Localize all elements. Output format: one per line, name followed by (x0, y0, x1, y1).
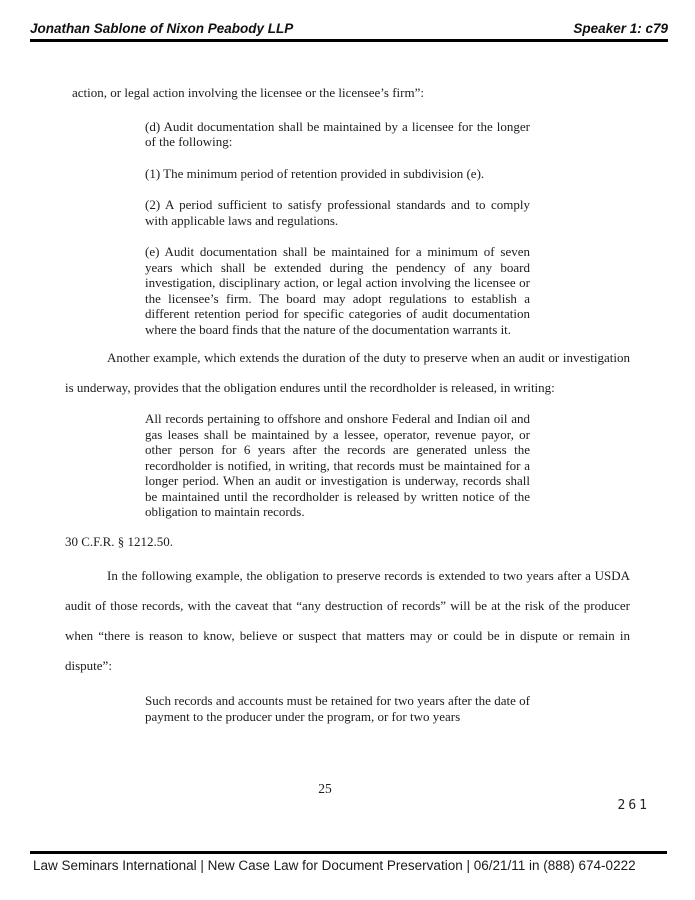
citation-cfr: 30 C.F.R. § 1212.50. (65, 533, 174, 549)
paragraph-continuation: action, or legal action involving the licensee or the licensee’s firm”: (72, 85, 424, 100)
footer-text: Law Seminars International | New Case Law for Document Preservation | 06/21/11 in (888) 674-0222 (33, 858, 636, 873)
block-quote-usda-records (145, 693, 530, 724)
header-author: Jonathan Sablone of Nixon Peabody LLP (30, 21, 294, 36)
document-body (65, 47, 630, 724)
bates-number: 261 (617, 798, 650, 813)
block-quote-federal-leases (145, 411, 530, 520)
quote-all-records: All records pertaining to offshore and onshore Federal and Indian oil and gas leases shall be maintained by a lessee, operator, revenue payor, or other person for 6 years after the records are generated unless the recordholder is notified, in writing, that records must be maintained for a longer period. When an audit or investigation is underway, records shall be maintained until the recordholder is released by written notice of the obligation to maintain records. (145, 411, 530, 519)
block-quote-audit-documentation (145, 119, 530, 338)
paragraph-another-example: Another example, which extends the duration of the duty to preserve when an audit or investigation is underway, provides that the obligation endures until the recordholder is released, in writing: (65, 350, 630, 395)
quote-item-d: (d) Audit documentation shall be maintained by a licensee for the longer of the following: (145, 118, 530, 149)
quote-such-records: Such records and accounts must be retained for two years after the date of payment to the producer under the program, or for two years (145, 693, 530, 724)
header-speaker-label: Speaker 1: c79 (573, 21, 668, 36)
quote-item-2: (2) A period sufficient to satisfy professional standards and to comply with applicable laws and regulations. (145, 197, 530, 228)
page-header (30, 21, 668, 42)
quote-item-1: (1) The minimum period of retention provided in subdivision (e). (145, 165, 485, 181)
quote-item-e: (e) Audit documentation shall be maintained for a minimum of seven years which shall be extended during the pendency of any board investigation, disciplinary action, or legal action involving the licensee or the licensee’s firm. The board may adopt regulations to establish a different retention period for specific categories of audit documentation where the board finds that the nature of the documentation warrants it. (145, 244, 530, 337)
paragraph-following-example: In the following example, the obligation to preserve records is extended to two years after a USDA audit of those records, with the caveat that “any destruction of records” will be at the risk of the producer when “there is reason to know, believe or suspect that matters may or could be in dispute or remain in dispute”: (65, 568, 630, 673)
footer-divider (30, 851, 667, 854)
page-number: 25 (318, 781, 332, 796)
